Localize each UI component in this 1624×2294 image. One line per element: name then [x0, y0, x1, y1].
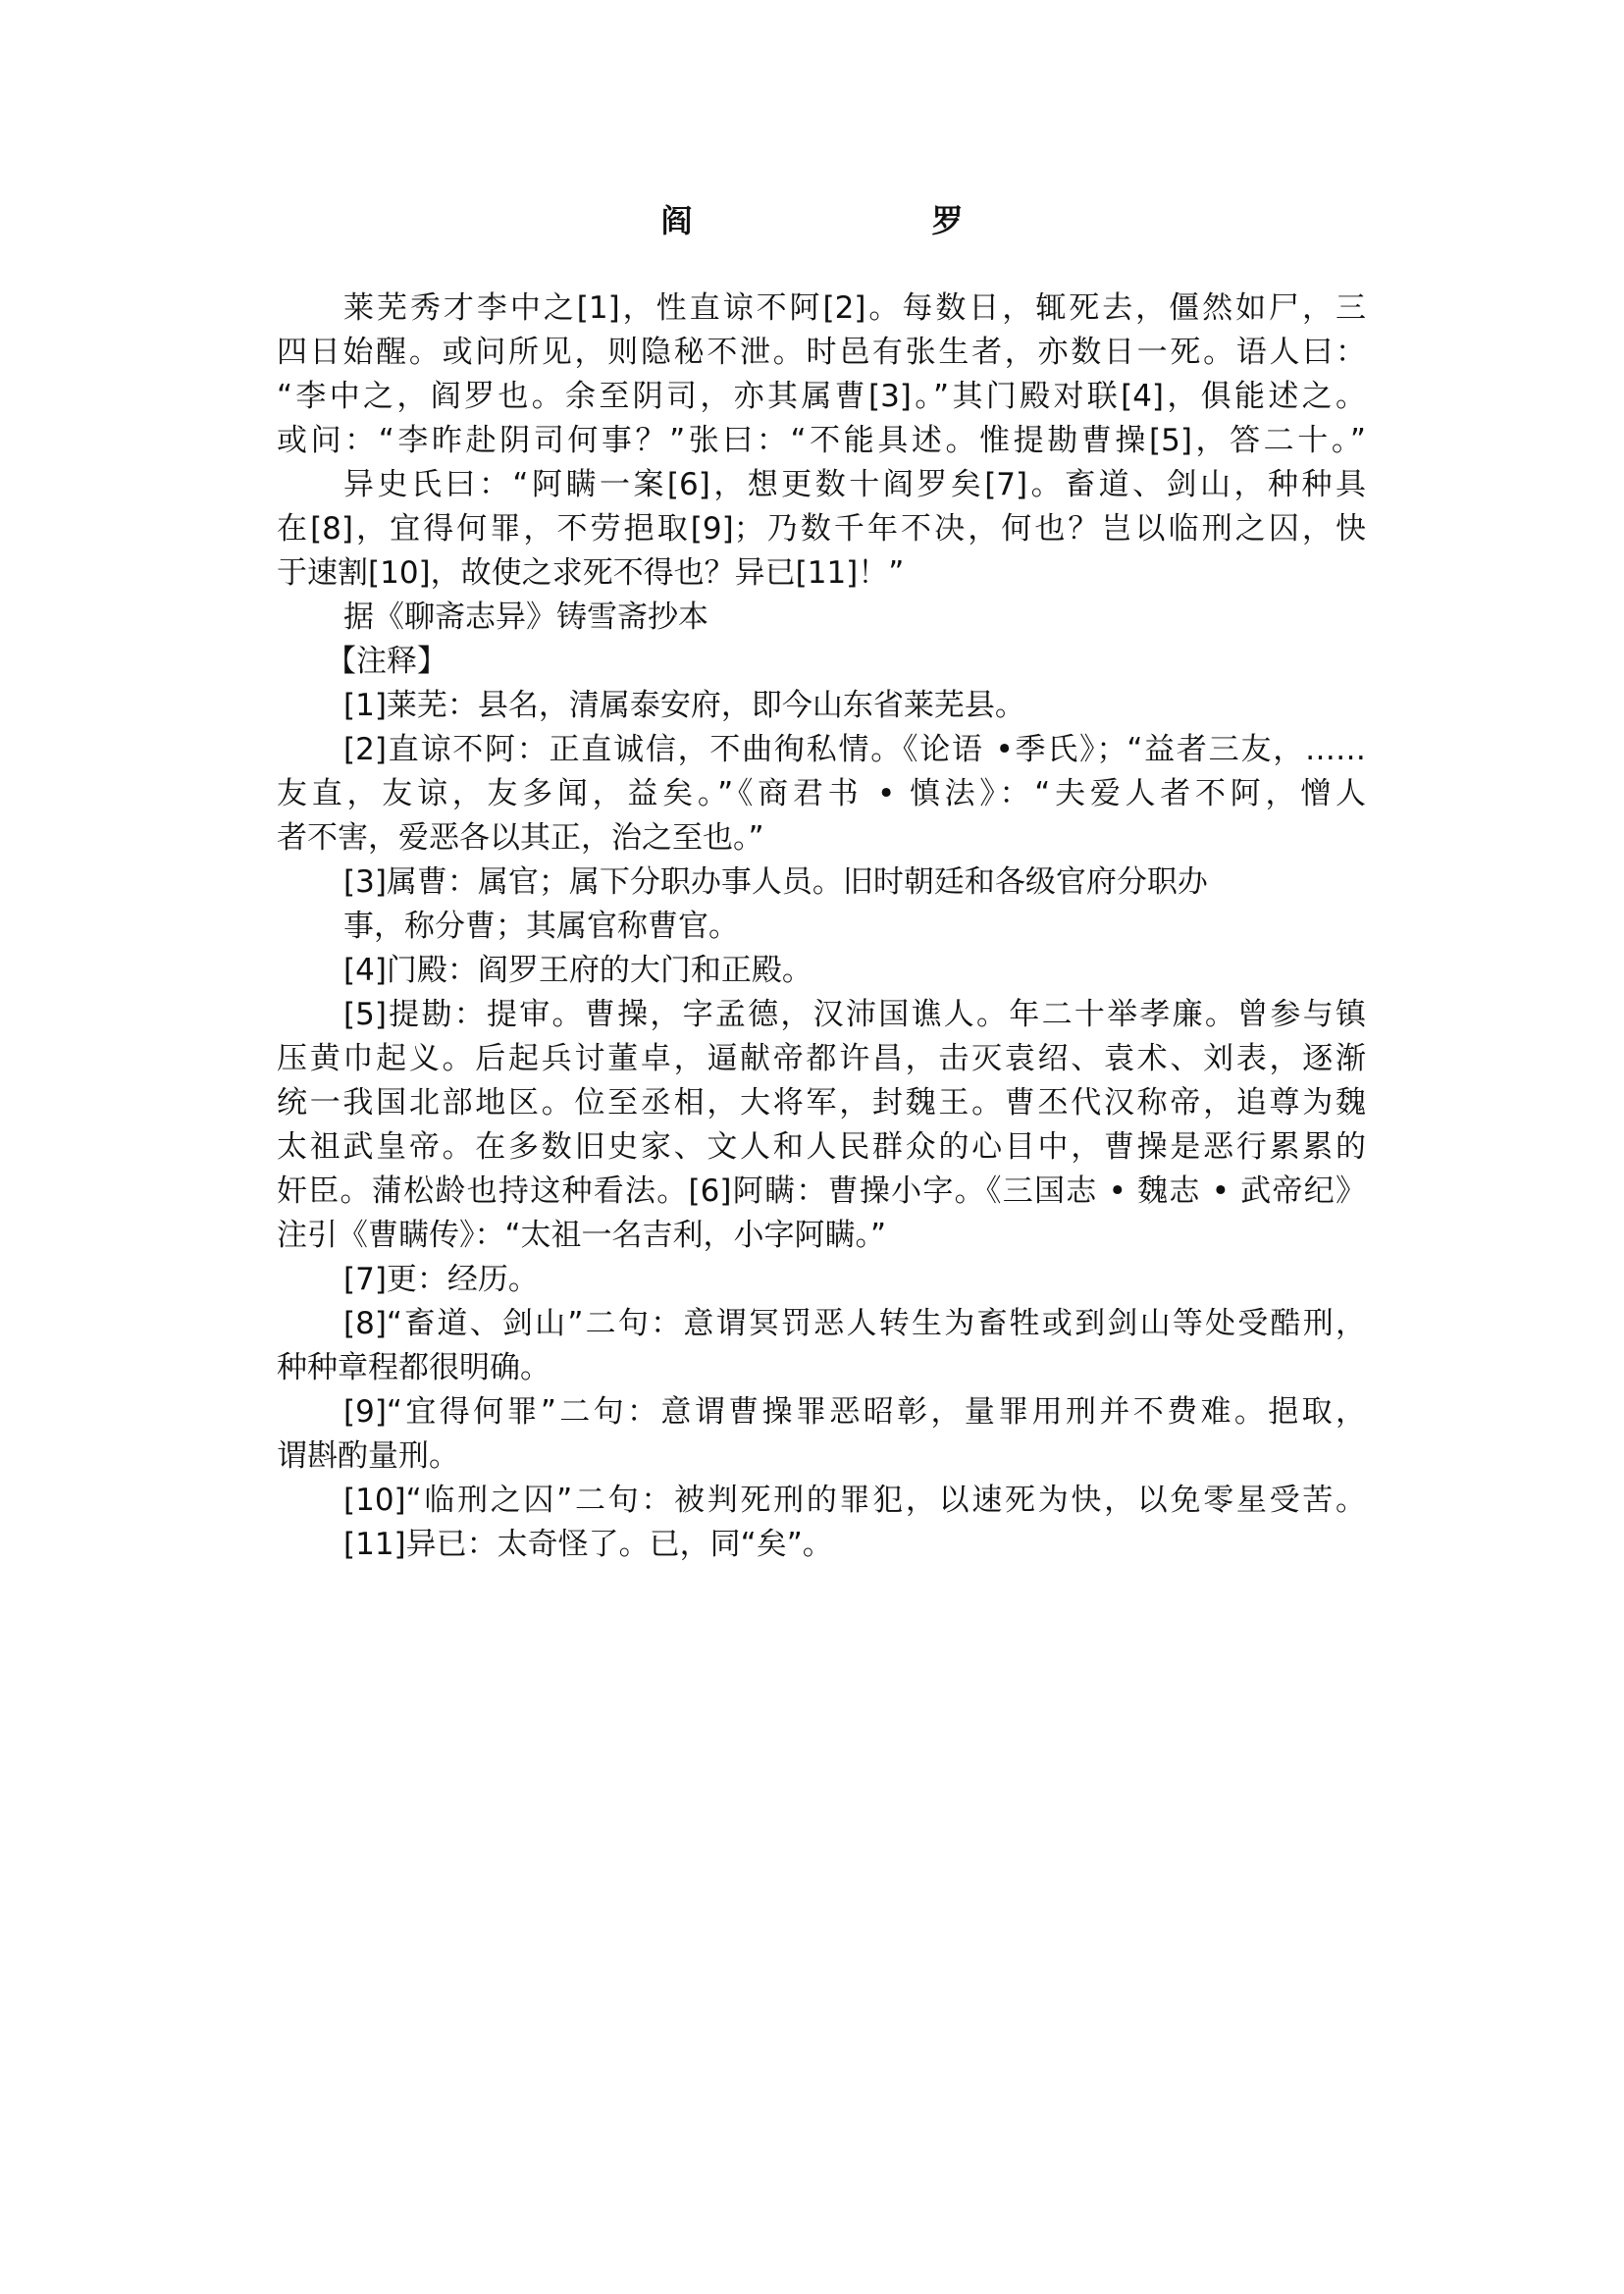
text-line: 谓斟酌量刑。	[277, 1438, 459, 1474]
document-title: 阎 罗	[660, 202, 1022, 239]
text-line: 者不害，爱恶各以其正，治之至也。”	[277, 820, 764, 856]
text-line: 太祖武皇帝。在多数旧史家、文人和人民群众的心目中，曹操是恶行累累的	[277, 1129, 1366, 1165]
text-line: 注引《曹瞒传》：“太祖一名吉利，小字阿瞒。”	[277, 1218, 887, 1253]
text-line: [7]更：经历。	[343, 1262, 539, 1297]
text-line: [9]“宜得何罪”二句：意谓曹操罪恶昭彰，量罪用刑并不费难。挹取，	[343, 1394, 1366, 1430]
text-line: 统一我国北部地区。位至丞相，大将军，封魏王。曹丕代汉称帝，追尊为魏	[277, 1085, 1366, 1121]
text-line: [1]莱芜：县名，清属泰安府，即今山东省莱芜县。	[343, 688, 1025, 723]
text-line: 四日始醒。或问所见，则隐秘不泄。时邑有张生者，亦数日一死。语人曰：	[277, 335, 1366, 370]
document-body	[277, 287, 1366, 1567]
text-line: [2]直谅不阿：正直诚信，不曲徇私情。《论语 •季氏》；“益者三友，……	[343, 732, 1366, 767]
text-line: “李中之，阎罗也。余至阴司，亦其属曹[3]。”其门殿对联[4]，俱能述之。	[277, 379, 1366, 414]
text-line: [3]属曹：属官；属下分职办事人员。旧时朝廷和各级官府分职办	[343, 864, 1208, 900]
text-line: 种种章程都很明确。	[277, 1350, 550, 1385]
text-line: 莱芜秀才李中之[1]，性直谅不阿[2]。每数日，辄死去，僵然如尸，三	[343, 290, 1366, 326]
text-line: 在[8]，宜得何罪，不劳挹取[9]；乃数千年不决，何也？岂以临刑之囚，快	[277, 511, 1366, 547]
text-line: [10]“临刑之囚”二句：被判死刑的罪犯，以速死为快，以免零星受苦。	[343, 1483, 1366, 1518]
text-line: 事，称分曹；其属官称曹官。	[343, 909, 739, 944]
text-line: 异史氏曰：“阿瞒一案[6]，想更数十阎罗矣[7]。畜道、剑山，种种具	[343, 467, 1366, 502]
text-line: 友直，友谅，友多闻，益矣。”《商君书 • 慎法》：“夫爱人者不阿，憎人	[277, 776, 1366, 811]
text-line: 【注释】	[326, 644, 447, 679]
text-line: 据《聊斋志异》铸雪斋抄本	[343, 600, 708, 635]
text-line: [5]提勘：提审。曹操，字孟德，汉沛国谯人。年二十举孝廉。曾参与镇	[343, 997, 1366, 1032]
text-line: 奸臣。蒲松龄也持这种看法。[6]阿瞒：曹操小字。《三国志 • 魏志 • 武帝纪》	[277, 1173, 1366, 1209]
text-line: [4]门殿：阎罗王府的大门和正殿。	[343, 953, 812, 988]
text-line: [8]“畜道、剑山”二句：意谓冥罚恶人转生为畜牲或到剑山等处受酷刑，	[343, 1306, 1366, 1341]
text-line: 于速割[10]，故使之求死不得也？异已[11]！”	[277, 555, 905, 591]
text-line: [11]异已：太奇怪了。已，同“矣”。	[343, 1527, 833, 1562]
text-line: 或问：“李昨赴阴司何事？”张曰：“不能具述。惟提勘曹操[5]，答二十。”	[277, 423, 1366, 458]
text-line: 压黄巾起义。后起兵讨董卓，逼献帝都许昌，击灭袁绍、袁术、刘表，逐渐	[277, 1041, 1366, 1076]
